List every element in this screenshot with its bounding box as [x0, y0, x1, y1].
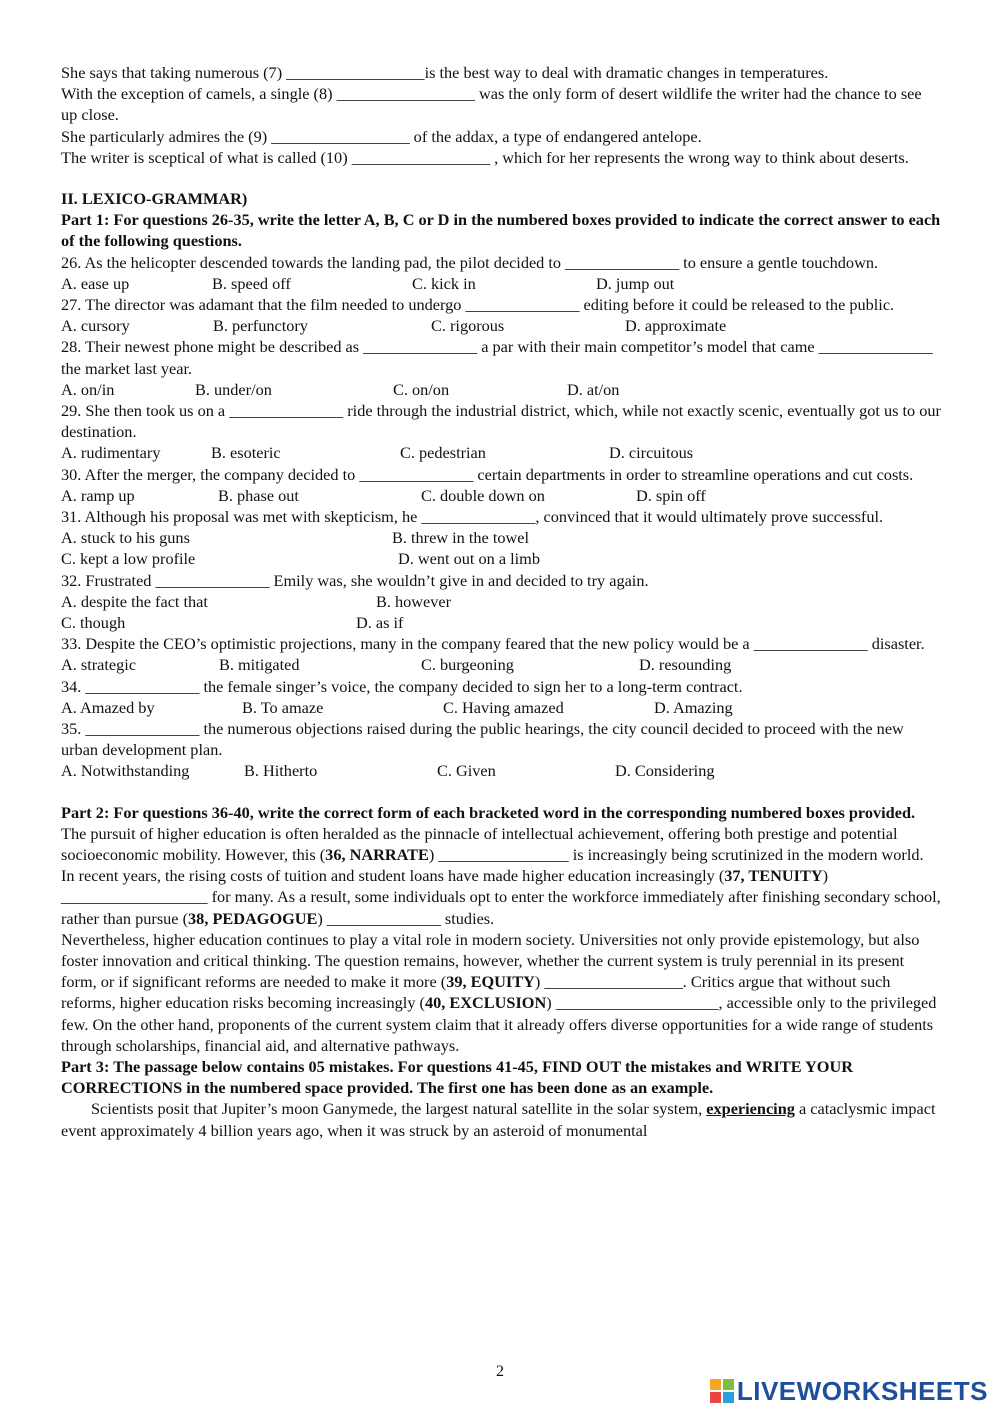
option-d[interactable]: D. at/on [567, 379, 620, 399]
question-32-stem: 32. Frustrated ______________ Emily was, she wouldn’t give in and decided to try again. [61, 570, 649, 590]
option-d[interactable]: D. circuitous [609, 443, 694, 463]
section-title: II. LEXICO-GRAMMAR) [61, 189, 248, 209]
question-35-options [61, 760, 941, 781]
option-b[interactable]: B. threw in the towel [392, 528, 530, 548]
option-a[interactable]: A. cursory [61, 316, 130, 336]
option-d[interactable]: D. Amazing [654, 697, 733, 717]
p1-text-b: ) ________________ is increasingly being scrutinized in the modern world. In recent years, the rising costs of tuition and student loans have made higher education increasingly ( [61, 844, 924, 886]
liveworksheets-logo-icon [710, 1379, 734, 1403]
option-c[interactable]: C. though [61, 612, 126, 632]
spacer [61, 782, 941, 802]
cue-39: 39, EQUITY [446, 972, 535, 992]
option-a[interactable]: A. stuck to his guns [61, 528, 190, 548]
question-30-stem: 30. After the merger, the company decided to ______________ certain departments in order to streamline operations and cut costs. [61, 464, 914, 484]
liveworksheets-logo[interactable] [710, 1376, 988, 1406]
option-a[interactable]: A. Notwithstanding [61, 761, 190, 781]
option-a[interactable]: A. on/in [61, 379, 115, 399]
p2-text-b: ) _________________. Critics argue that without such reforms, higher education risks becoming increasingly ( [61, 972, 891, 1013]
question-28-options [61, 379, 941, 400]
option-d[interactable]: D. as if [356, 612, 404, 632]
option-d[interactable]: D. went out on a limb [398, 549, 540, 569]
question-26-stem: 26. As the helicopter descended towards the landing pad, the pilot decided to ______________ to ensure a gentle touchdown. [61, 252, 879, 272]
question-27-stem: 27. The director was adamant that the film needed to undergo ______________ editing before it could be released to the public. [61, 295, 895, 315]
cue-36: 36, NARRATE [325, 844, 429, 864]
cue-38: 38, PEDAGOGUE [188, 908, 318, 928]
option-d[interactable]: D. resounding [639, 655, 732, 675]
cue-40: 40, EXCLUSION [424, 993, 547, 1013]
option-c[interactable]: C. burgeoning [421, 655, 514, 675]
example-mistake-word: experiencing [706, 1099, 795, 1119]
intro-line-8: With the exception of camels, a single (8) _________________ was the only form of desert wildlife the writer had the chance to see up close. [61, 84, 922, 125]
option-d[interactable]: D. jump out [596, 273, 675, 293]
option-b[interactable]: B. under/on [195, 379, 272, 399]
part2-paragraph-2 [61, 929, 941, 1056]
option-b[interactable]: B. phase out [218, 485, 299, 505]
p1-text-c: ) __________________ for many. As a result, some individuals opt to enter the workforce immediately after finishing secondary school, rather than pursue ( [61, 866, 941, 928]
option-a[interactable]: A. ramp up [61, 485, 135, 505]
intro-line-10: The writer is sceptical of what is called (10) _________________ , which for her represents the wrong way to think about deserts. [61, 147, 909, 167]
option-c[interactable]: C. on/on [393, 379, 450, 399]
question-27-options [61, 315, 941, 336]
option-a[interactable]: A. rudimentary [61, 443, 161, 463]
question-31-stem: 31. Although his proposal was met with skepticism, he ______________, convinced that it would ultimately prove successful. [61, 506, 884, 526]
option-b[interactable]: B. mitigated [219, 655, 300, 675]
question-32-options-row2 [61, 612, 941, 633]
page-number: 2 [496, 1363, 504, 1380]
option-b[interactable]: B. however [376, 591, 452, 611]
part1-instruction: Part 1: For questions 26-35, write the letter A, B, C or D in the numbered boxes provided to indicate the correct answer to each of the following questions. [61, 210, 941, 251]
question-29-options [61, 442, 941, 463]
p2-text-c: ) ____________________, accessible only to the privileged few. On the other hand, proponents of the current system claim that it already offers diverse opportunities for a wide range of students through scholarships, financial aid, and alternative pathways. [61, 993, 937, 1055]
intro-line-9: She particularly admires the (9) _________________ of the addax, a type of endangered antelope. [61, 126, 702, 146]
intro-line-7: She says that taking numerous (7) _________________is the best way to deal with dramatic changes in temperatures. [61, 63, 829, 82]
question-33-stem: 33. Despite the CEO’s optimistic projections, many in the company feared that the new policy would be a ______________ disaster. [61, 634, 925, 654]
question-34-options [61, 697, 941, 718]
question-35-stem: 35. ______________ the numerous objections raised during the public hearings, the city council decided to proceed with the new urban development plan. [61, 718, 904, 760]
option-c[interactable]: C. kept a low profile [61, 549, 196, 569]
spacer [61, 168, 941, 188]
option-d[interactable]: D. Considering [615, 761, 715, 781]
part2-paragraph-1 [61, 823, 941, 929]
option-a[interactable]: A. strategic [61, 655, 137, 675]
question-31-options-row2 [61, 548, 941, 569]
part3-text-a: Scientists posit that Jupiter’s moon Ganymede, the largest natural satellite in the solar system, [91, 1099, 707, 1119]
part3-passage [61, 1098, 941, 1140]
p1-text-d: ) ______________ studies. [317, 908, 495, 928]
p1-text-a: The pursuit of higher education is often heralded as the pinnacle of intellectual achievement, offering both prestige and potential socioeconomic mobility. However, this ( [61, 823, 898, 864]
option-b[interactable]: B. speed off [212, 273, 291, 293]
cue-37: 37, TENUITY [724, 866, 823, 886]
option-b[interactable]: B. esoteric [211, 443, 281, 463]
brand-name: LIVEWORKSHEETS [736, 1375, 988, 1406]
option-c[interactable]: C. rigorous [431, 316, 505, 336]
option-b[interactable]: B. perfunctory [213, 316, 308, 336]
worksheet-page [61, 62, 941, 1141]
option-a[interactable]: A. Amazed by [61, 697, 155, 717]
question-28-stem: 28. Their newest phone might be described as ______________ a par with their main competitor’s model that came ______________ the market last year. [61, 337, 933, 378]
option-b[interactable]: B. Hitherto [244, 761, 318, 781]
question-33-options [61, 654, 941, 675]
part3-text-b: a cataclysmic impact event approximately 4 billion years ago, when it was struck by an asteroid of monumental [61, 1099, 936, 1140]
question-26-options [61, 273, 941, 294]
question-31-options-row1 [61, 527, 941, 548]
question-29-stem: 29. She then took us on a ______________ ride through the industrial district, which, while not exactly scenic, eventually got us to our destination. [61, 401, 941, 442]
question-32-options-row1 [61, 591, 941, 612]
part2-instruction: Part 2: For questions 36-40, write the correct form of each bracketed word in the corresponding numbered boxes provided. [61, 802, 916, 822]
option-d[interactable]: D. approximate [625, 316, 727, 336]
question-34-stem: 34. ______________ the female singer’s voice, the company decided to sign her to a long-term contract. [61, 676, 743, 696]
option-c[interactable]: C. double down on [421, 485, 545, 505]
option-a[interactable]: A. ease up [61, 273, 130, 293]
p2-text-a: Nevertheless, higher education continues to play a vital role in modern society. Universities not only provide epistemology, but also foster innovation and critical thinking. The question remains, however, whether the current system is truly perennial in its present form, or if significant reforms are needed to make it more ( [61, 929, 920, 992]
option-c[interactable]: C. kick in [412, 273, 476, 293]
option-d[interactable]: D. spin off [636, 485, 706, 505]
option-a[interactable]: A. despite the fact that [61, 591, 208, 611]
option-c[interactable]: C. pedestrian [400, 443, 486, 463]
part3-instruction: Part 3: The passage below contains 05 mistakes. For questions 41-45, FIND OUT the mistakes and WRITE YOUR CORRECTIONS in the numbered space provided. The first one has been done as an example. [61, 1056, 853, 1098]
option-b[interactable]: B. To amaze [242, 697, 324, 717]
question-30-options [61, 485, 941, 506]
option-c[interactable]: C. Having amazed [443, 697, 564, 717]
option-c[interactable]: C. Given [437, 761, 496, 781]
